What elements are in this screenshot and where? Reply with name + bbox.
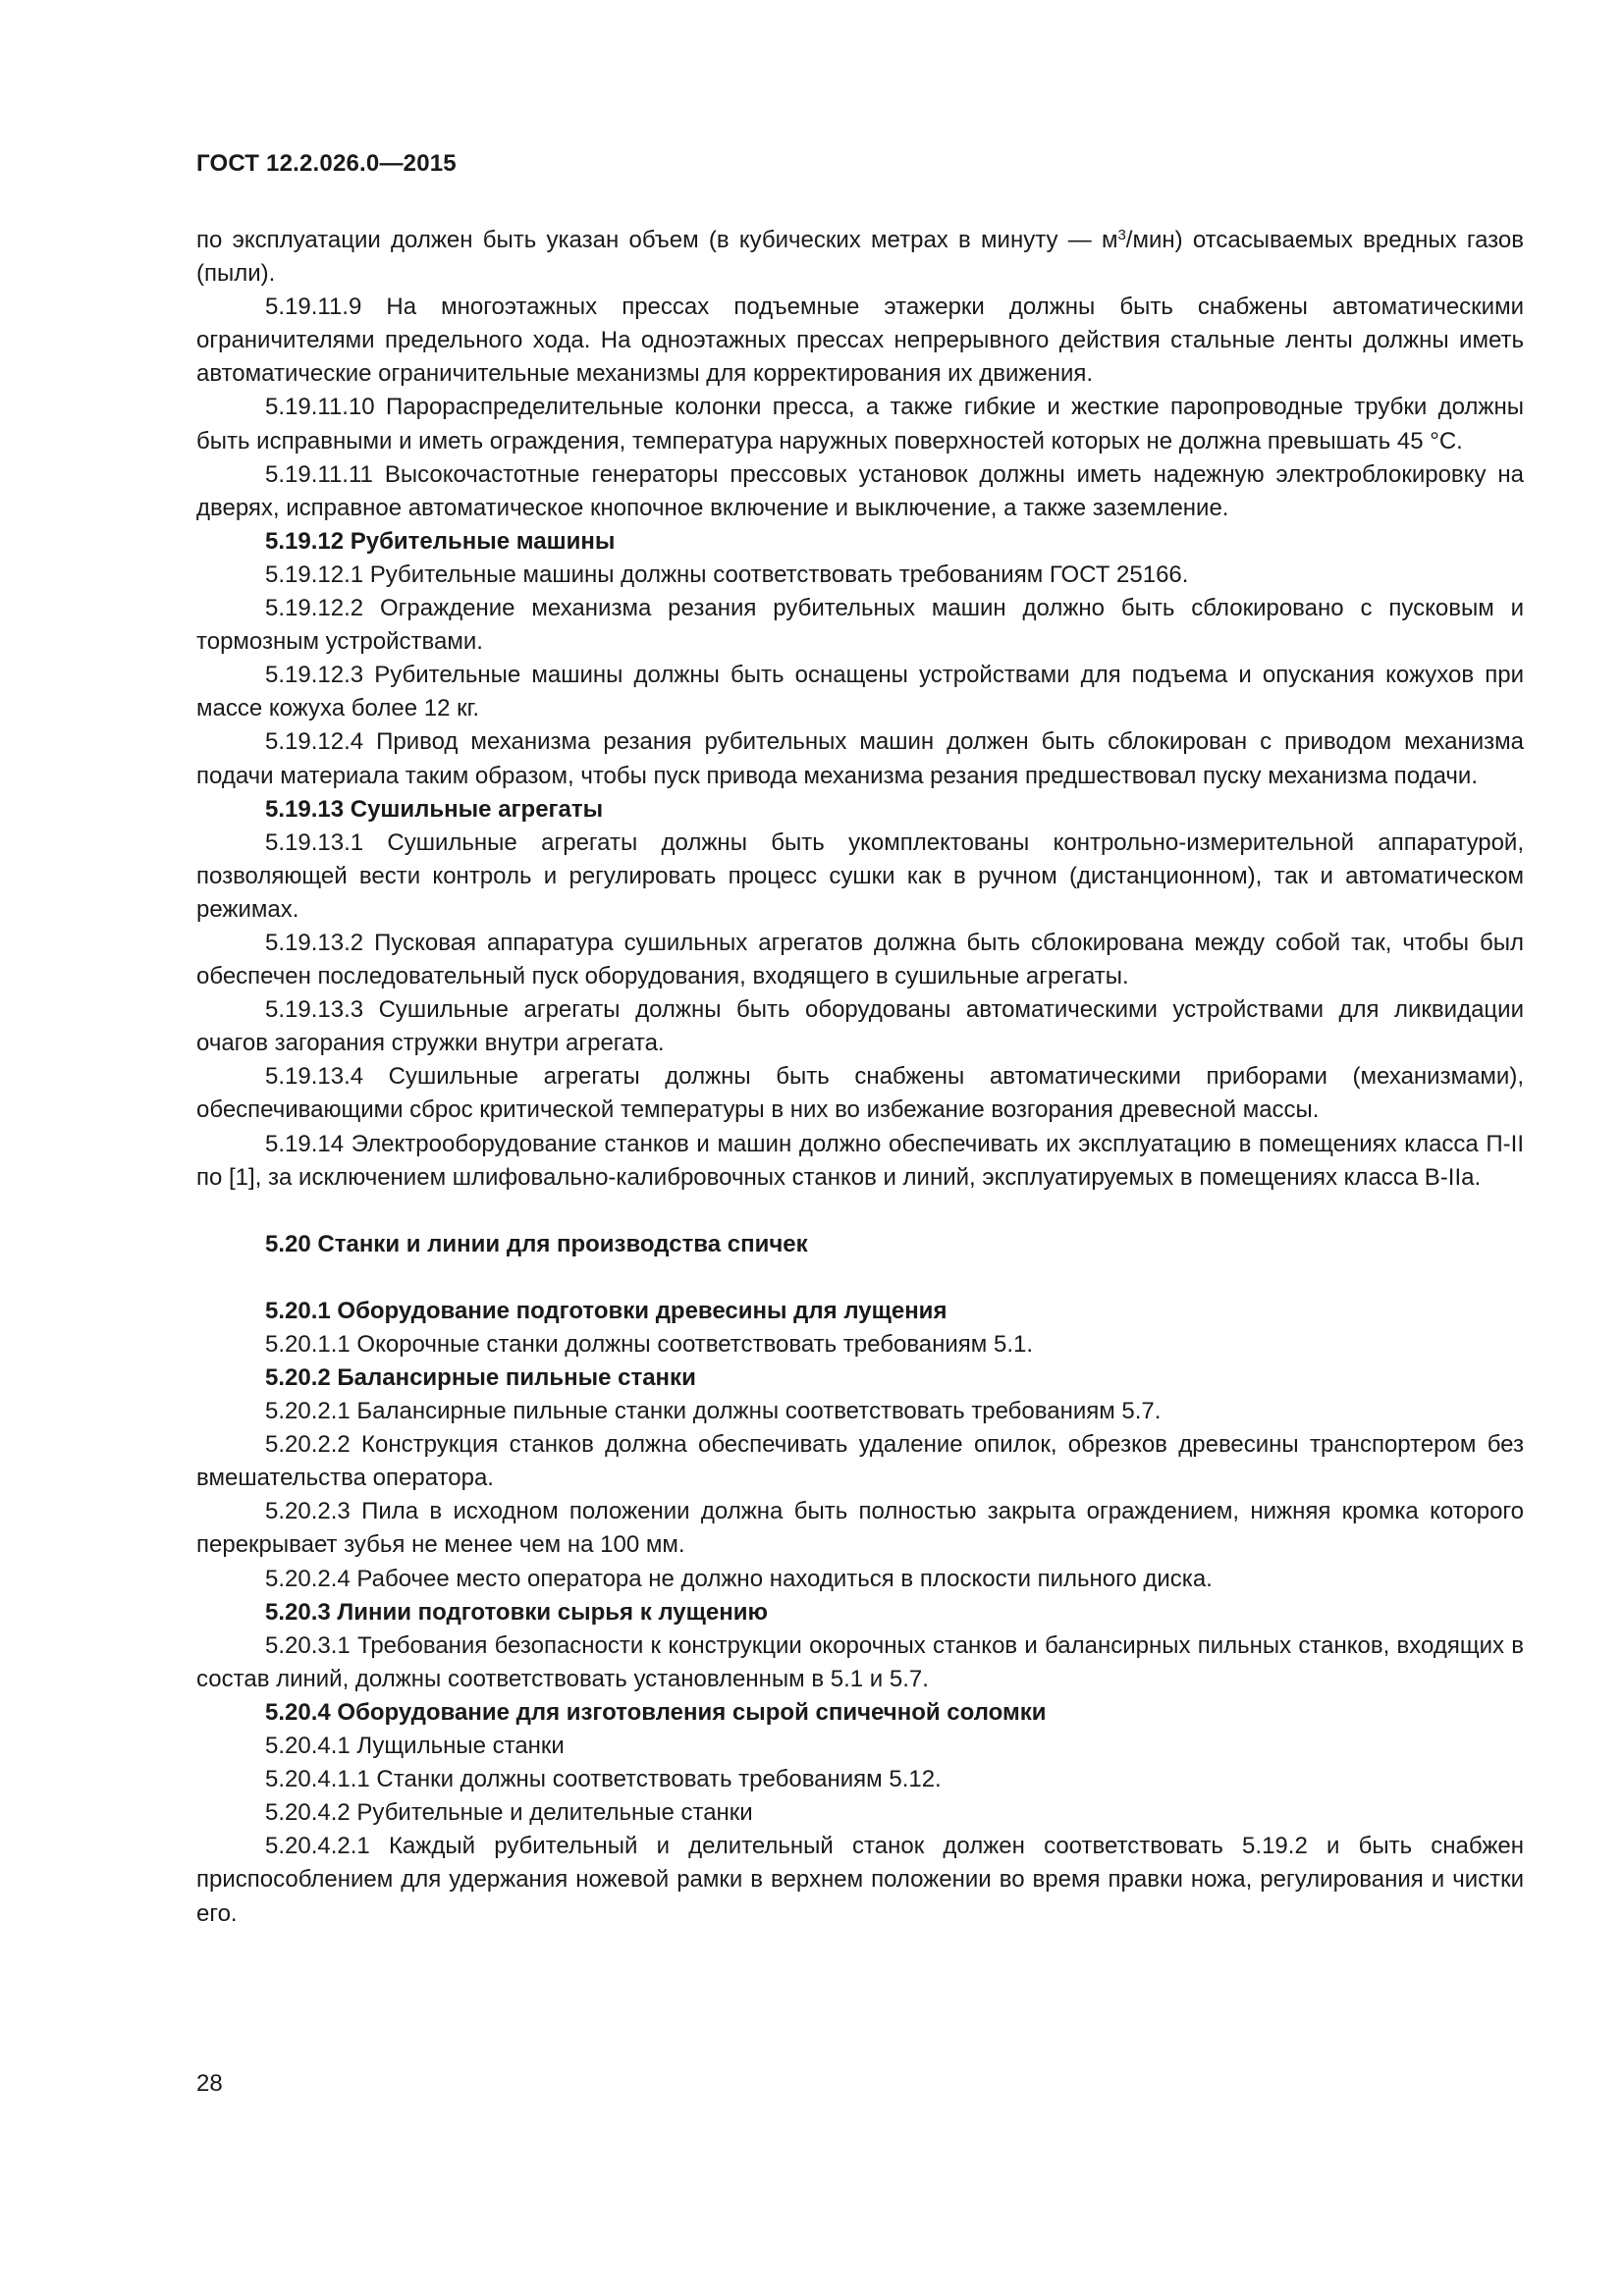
section-heading: 5.20.3 Линии подготовки сырья к лущению <box>265 1598 768 1626</box>
paragraph: 5.19.12.4 Привод механизма резания рубительных машин должен быть сблокирован с приводом механизма подачи материала таким образом, чтобы пуск привода механизма резания предшествовал пуску механизма подачи. <box>196 728 1524 789</box>
paragraph: 5.19.11.9 На многоэтажных прессах подъемные этажерки должны быть снабжены автоматическими ограничителями предельного хода. На одноэтажных прессах непрерывного действия стальные ленты должны иметь автоматические ограничительные механизмы для корректирования их движения. <box>196 294 1524 388</box>
document-body <box>196 224 1524 1931</box>
paragraph: 5.20.4.2.1 Каждый рубительный и делительный станок должен соответствовать 5.19.2 и быть снабжен приспособлением для удержания ножевой рамки в верхнем положении во время правки ножа, регулирования и чистки его. <box>196 1833 1524 1927</box>
paragraph: 5.19.13.1 Сушильные агрегаты должны быть укомплектованы контрольно-измерительной аппаратурой, позволяющей вести контроль и регулировать процесс сушки как в ручном (дистанционном), так и автоматическом режимах. <box>196 828 1524 923</box>
section-heading: 5.20 Станки и линии для производства спичек <box>265 1230 808 1257</box>
paragraph-text: /мин) отсасываемых вредных газов (пыли). <box>196 227 1524 288</box>
document-header: ГОСТ 12.2.026.0—2015 <box>196 150 457 177</box>
paragraph-text: по эксплуатации должен быть указан объем (в кубических метрах в минуту — м <box>196 227 1118 253</box>
paragraph: 5.19.13.4 Сушильные агрегаты должны быть снабжены автоматическими приборами (механизмами), обеспечивающими сброс критической температуры в них во избежание возгорания древесной массы. <box>196 1063 1524 1124</box>
paragraph: 5.19.12.3 Рубительные машины должны быть оснащены устройствами для подъема и опускания кожухов при массе кожуха более 12 кг. <box>196 662 1524 722</box>
paragraph: 5.20.2.1 Балансирные пильные станки должны соответствовать требованиям 5.7. <box>265 1398 1162 1425</box>
paragraph: 5.19.13.3 Сушильные агрегаты должны быть оборудованы автоматическими устройствами для ликвидации очагов загорания стружки внутри агрегата. <box>196 996 1524 1057</box>
paragraph: 5.20.4.1 Лущильные станки <box>265 1733 565 1760</box>
section-heading: 5.20.1 Оборудование подготовки древесины для лущения <box>265 1297 947 1324</box>
superscript: 3 <box>1117 226 1126 243</box>
paragraph: 5.20.4.2 Рубительные и делительные станки <box>265 1799 753 1827</box>
paragraph: 5.20.3.1 Требования безопасности к конструкции окорочных станков и балансирных пильных станков, входящих в состав линий, должны соответствовать установленным в 5.1 и 5.7. <box>196 1631 1524 1692</box>
paragraph: 5.20.2.3 Пила в исходном положении должна быть полностью закрыта ограждением, нижняя кромка которого перекрывает зубья не менее чем на 100 мм. <box>196 1498 1524 1559</box>
section-heading: 5.20.2 Балансирные пильные станки <box>265 1364 696 1391</box>
section-heading: 5.20.4 Оборудование для изготовления сырой спичечной соломки <box>265 1698 1047 1726</box>
paragraph: 5.20.2.2 Конструкция станков должна обеспечивать удаление опилок, обрезков древесины транспортером без вмешательства оператора. <box>196 1431 1524 1492</box>
paragraph: 5.19.11.10 Парораспределительные колонки пресса, а также гибкие и жесткие паропроводные трубки должны быть исправными и иметь ограждения, температура наружных поверхностей которых не должна превышать 45 °С. <box>196 394 1524 454</box>
paragraph: 5.19.12.1 Рубительные машины должны соответствовать требованиям ГОСТ 25166. <box>265 561 1189 588</box>
paragraph: 5.20.1.1 Окорочные станки должны соответствовать требованиям 5.1. <box>265 1330 1034 1358</box>
paragraph: 5.19.11.11 Высокочастотные генераторы прессовых установок должны иметь надежную электроблокировку на дверях, исправное автоматическое кнопочное включение и выключение, а также заземление. <box>196 460 1524 521</box>
section-heading: 5.19.13 Сушильные агрегаты <box>265 795 604 823</box>
paragraph: 5.19.12.2 Ограждение механизма резания рубительных машин должно быть сблокировано с пусковым и тормозным устройствами. <box>196 595 1524 656</box>
paragraph: 5.19.14 Электрооборудование станков и машин должно обеспечивать их эксплуатацию в помещениях класса П-II по [1], за исключением шлифовально-калибровочных станков и линий, эксплуатируемых в помещениях класса В-IIa. <box>196 1130 1524 1191</box>
paragraph: 5.20.2.4 Рабочее место оператора не должно находиться в плоскости пильного диска. <box>265 1565 1213 1592</box>
page-number: 28 <box>196 2070 223 2097</box>
paragraph: 5.19.13.2 Пусковая аппаратура сушильных агрегатов должна быть сблокирована между собой так, чтобы был обеспечен последовательный пуск оборудования, входящего в сушильные агрегаты. <box>196 929 1524 990</box>
paragraph: 5.20.4.1.1 Станки должны соответствовать требованиям 5.12. <box>265 1766 942 1793</box>
section-heading: 5.19.12 Рубительные машины <box>265 527 616 555</box>
paragraph <box>196 224 1524 291</box>
